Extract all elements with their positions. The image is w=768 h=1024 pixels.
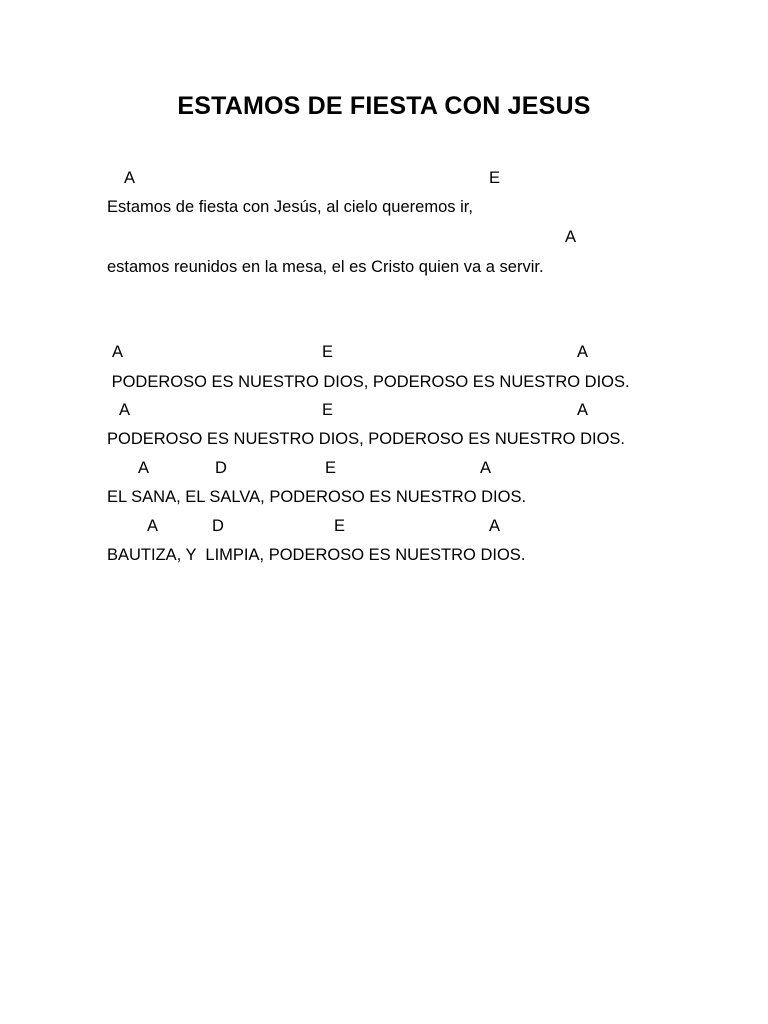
- lyric-line: PODEROSO ES NUESTRO DIOS, PODEROSO ES NUESTRO DIOS.: [107, 373, 630, 391]
- lyric-line: PODEROSO ES NUESTRO DIOS, PODEROSO ES NUESTRO DIOS.: [107, 430, 626, 448]
- lyric-line: Estamos de fiesta con Jesús, al cielo queremos ir,: [107, 198, 473, 216]
- song-title: ESTAMOS DE FIESTA CON JESUS: [177, 92, 591, 120]
- chord-label: E: [334, 517, 346, 535]
- chord-label: A: [112, 343, 124, 361]
- chord-label: D: [212, 517, 224, 535]
- lyric-line: estamos reunidos en la mesa, el es Cristo quien va a servir.: [107, 258, 544, 276]
- chord-label: A: [565, 228, 577, 246]
- lyric-line: BAUTIZA, Y LIMPIA, PODEROSO ES NUESTRO DIOS.: [107, 546, 526, 564]
- chord-label: A: [489, 517, 501, 535]
- chord-label: A: [577, 401, 589, 419]
- chord-label: A: [147, 517, 159, 535]
- chord-label: A: [124, 169, 136, 187]
- chord-label: D: [215, 459, 227, 477]
- chord-label: A: [119, 401, 131, 419]
- lyric-line: EL SANA, EL SALVA, PODEROSO ES NUESTRO DIOS.: [107, 488, 527, 506]
- chord-label: A: [480, 459, 492, 477]
- chord-label: A: [577, 343, 589, 361]
- chord-label: E: [322, 343, 334, 361]
- chord-label: E: [489, 169, 501, 187]
- chord-label: A: [138, 459, 150, 477]
- chord-label: E: [325, 459, 337, 477]
- chord-label: E: [322, 401, 334, 419]
